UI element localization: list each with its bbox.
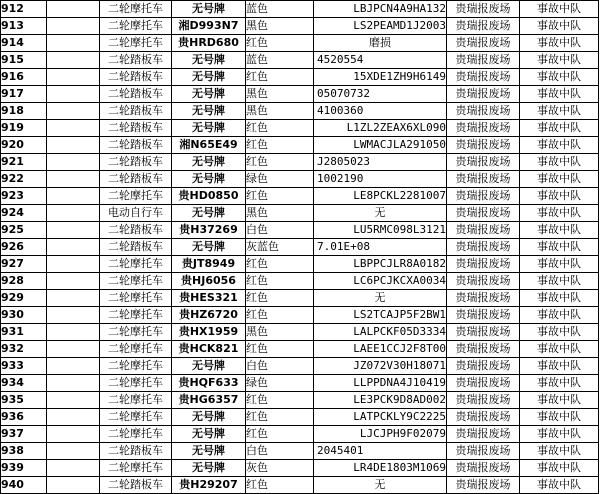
vehicle-color-cell: 黑色 [246, 103, 314, 120]
row-number-cell: 916 [1, 69, 47, 86]
table-row [1, 375, 599, 392]
team-cell: 事故中队 [520, 137, 599, 154]
table-row [1, 1, 599, 18]
vehicle-type-cell: 二轮踏板车 [100, 239, 172, 256]
team-cell: 事故中队 [520, 426, 599, 443]
storage-place-cell: 贵瑞报废场 [447, 273, 520, 290]
table-row [1, 290, 599, 307]
table-row [1, 35, 599, 52]
vehicle-color-cell: 灰色 [246, 460, 314, 477]
team-cell: 事故中队 [520, 239, 599, 256]
plate-number-cell: 无号牌 [172, 103, 246, 120]
row-number-cell: 932 [1, 341, 47, 358]
plate-number-cell: 贵HRD680 [172, 35, 246, 52]
vehicle-color-cell: 红色 [246, 120, 314, 137]
vin-cell: 无 [314, 205, 447, 222]
table-row [1, 154, 599, 171]
plate-number-cell: 贵HCK821 [172, 341, 246, 358]
vehicle-type-cell: 二轮踏板车 [100, 120, 172, 137]
blank-cell [47, 1, 100, 18]
storage-place-cell: 贵瑞报废场 [447, 477, 520, 494]
storage-place-cell: 贵瑞报废场 [447, 358, 520, 375]
blank-cell [47, 256, 100, 273]
storage-place-cell: 贵瑞报废场 [447, 426, 520, 443]
storage-place-cell: 贵瑞报废场 [447, 256, 520, 273]
vehicle-color-cell: 红色 [246, 154, 314, 171]
table-row [1, 205, 599, 222]
table-body [1, 1, 599, 494]
vin-cell: LJCJPH9F02079 [314, 426, 447, 443]
plate-number-cell: 湘D993N7 [172, 18, 246, 35]
vehicle-type-cell: 二轮踏板车 [100, 222, 172, 239]
row-number-cell: 937 [1, 426, 47, 443]
vehicle-color-cell: 绿色 [246, 171, 314, 188]
vehicle-color-cell: 红色 [246, 137, 314, 154]
plate-number-cell: 无号牌 [172, 52, 246, 69]
table-row [1, 426, 599, 443]
vin-cell: LU5RMC098L3121 [314, 222, 447, 239]
vehicle-color-cell: 红色 [246, 256, 314, 273]
vehicle-type-cell: 二轮摩托车 [100, 188, 172, 205]
team-cell: 事故中队 [520, 358, 599, 375]
row-number-cell: 934 [1, 375, 47, 392]
vin-cell: LE8PCKL2281007 [314, 188, 447, 205]
storage-place-cell: 贵瑞报废场 [447, 137, 520, 154]
vehicle-type-cell: 二轮摩托车 [100, 273, 172, 290]
table-row [1, 239, 599, 256]
row-number-cell: 922 [1, 171, 47, 188]
vin-cell: 4520554 [314, 52, 447, 69]
table-row [1, 341, 599, 358]
vehicle-color-cell: 灰蓝色 [246, 239, 314, 256]
vehicle-color-cell: 黑色 [246, 86, 314, 103]
vehicle-type-cell: 二轮摩托车 [100, 256, 172, 273]
storage-place-cell: 贵瑞报废场 [447, 341, 520, 358]
plate-number-cell: 无号牌 [172, 86, 246, 103]
plate-number-cell: 无号牌 [172, 171, 246, 188]
vehicle-color-cell: 红色 [246, 392, 314, 409]
plate-number-cell: 贵JT8949 [172, 256, 246, 273]
team-cell: 事故中队 [520, 35, 599, 52]
vin-cell: LS2PEAMD1J2003 [314, 18, 447, 35]
vehicle-color-cell: 黑色 [246, 18, 314, 35]
blank-cell [47, 35, 100, 52]
team-cell: 事故中队 [520, 52, 599, 69]
table-row [1, 86, 599, 103]
blank-cell [47, 52, 100, 69]
row-number-cell: 930 [1, 307, 47, 324]
table-row [1, 18, 599, 35]
vehicle-type-cell: 二轮踏板车 [100, 137, 172, 154]
plate-number-cell: 湘N65E49 [172, 137, 246, 154]
team-cell: 事故中队 [520, 460, 599, 477]
vehicle-type-cell: 二轮摩托车 [100, 358, 172, 375]
table-row [1, 273, 599, 290]
row-number-cell: 931 [1, 324, 47, 341]
blank-cell [47, 460, 100, 477]
row-number-cell: 925 [1, 222, 47, 239]
plate-number-cell: 贵H29207 [172, 477, 246, 494]
storage-place-cell: 贵瑞报废场 [447, 188, 520, 205]
team-cell: 事故中队 [520, 188, 599, 205]
table-row [1, 103, 599, 120]
vehicle-color-cell: 红色 [246, 69, 314, 86]
table-row [1, 307, 599, 324]
team-cell: 事故中队 [520, 154, 599, 171]
blank-cell [47, 18, 100, 35]
team-cell: 事故中队 [520, 205, 599, 222]
blank-cell [47, 103, 100, 120]
storage-place-cell: 贵瑞报废场 [447, 205, 520, 222]
vehicle-type-cell: 二轮摩托车 [100, 460, 172, 477]
row-number-cell: 936 [1, 409, 47, 426]
table-row [1, 188, 599, 205]
team-cell: 事故中队 [520, 120, 599, 137]
blank-cell [47, 154, 100, 171]
row-number-cell: 923 [1, 188, 47, 205]
table-row [1, 171, 599, 188]
vin-cell: LC6PCJKCXA0034 [314, 273, 447, 290]
vehicle-type-cell: 二轮摩托车 [100, 18, 172, 35]
table-row [1, 52, 599, 69]
team-cell: 事故中队 [520, 392, 599, 409]
vehicle-type-cell: 二轮摩托车 [100, 1, 172, 18]
vehicle-type-cell: 二轮摩托车 [100, 409, 172, 426]
vehicle-color-cell: 红色 [246, 273, 314, 290]
storage-place-cell: 贵瑞报废场 [447, 154, 520, 171]
table-row [1, 324, 599, 341]
team-cell: 事故中队 [520, 375, 599, 392]
vehicle-type-cell: 二轮踏板车 [100, 103, 172, 120]
team-cell: 事故中队 [520, 341, 599, 358]
row-number-cell: 921 [1, 154, 47, 171]
plate-number-cell: 无号牌 [172, 120, 246, 137]
plate-number-cell: 贵HD0850 [172, 188, 246, 205]
team-cell: 事故中队 [520, 290, 599, 307]
plate-number-cell: 无号牌 [172, 69, 246, 86]
vehicle-color-cell: 白色 [246, 443, 314, 460]
vin-cell: LE3PCK9D8AD002 [314, 392, 447, 409]
table-row [1, 443, 599, 460]
vehicle-type-cell: 电动自行车 [100, 205, 172, 222]
team-cell: 事故中队 [520, 477, 599, 494]
team-cell: 事故中队 [520, 256, 599, 273]
storage-place-cell: 贵瑞报废场 [447, 324, 520, 341]
vehicle-color-cell: 绿色 [246, 375, 314, 392]
vehicle-type-cell: 二轮摩托车 [100, 392, 172, 409]
row-number-cell: 940 [1, 477, 47, 494]
vin-cell: LBJPCN4A9HA132 [314, 1, 447, 18]
blank-cell [47, 375, 100, 392]
plate-number-cell: 无号牌 [172, 426, 246, 443]
row-number-cell: 927 [1, 256, 47, 273]
storage-place-cell: 贵瑞报废场 [447, 35, 520, 52]
vehicle-type-cell: 二轮踏板车 [100, 477, 172, 494]
storage-place-cell: 贵瑞报废场 [447, 239, 520, 256]
plate-number-cell: 贵HJ6056 [172, 273, 246, 290]
vehicle-type-cell: 二轮摩托车 [100, 426, 172, 443]
blank-cell [47, 443, 100, 460]
team-cell: 事故中队 [520, 324, 599, 341]
table-row [1, 409, 599, 426]
vin-cell: LBPPCJLR8A0182 [314, 256, 447, 273]
storage-place-cell: 贵瑞报废场 [447, 443, 520, 460]
table-row [1, 358, 599, 375]
vehicle-type-cell: 二轮踏板车 [100, 52, 172, 69]
vin-cell: L1ZL2ZEAX6XL090 [314, 120, 447, 137]
vehicle-type-cell: 二轮摩托车 [100, 341, 172, 358]
plate-number-cell: 贵HES321 [172, 290, 246, 307]
row-number-cell: 918 [1, 103, 47, 120]
team-cell: 事故中队 [520, 86, 599, 103]
blank-cell [47, 239, 100, 256]
plate-number-cell: 无号牌 [172, 1, 246, 18]
vehicle-color-cell: 红色 [246, 477, 314, 494]
blank-cell [47, 188, 100, 205]
blank-cell [47, 409, 100, 426]
vin-cell: 15XDE1ZH9H6149 [314, 69, 447, 86]
vehicle-color-cell: 蓝色 [246, 1, 314, 18]
vin-cell: 无 [314, 477, 447, 494]
storage-place-cell: 贵瑞报废场 [447, 290, 520, 307]
vin-cell: 7.01E+08 [314, 239, 447, 256]
vehicle-color-cell: 红色 [246, 426, 314, 443]
team-cell: 事故中队 [520, 273, 599, 290]
vin-cell: LALPCKF05D3334 [314, 324, 447, 341]
vehicle-type-cell: 二轮摩托车 [100, 307, 172, 324]
storage-place-cell: 贵瑞报废场 [447, 409, 520, 426]
vehicle-color-cell: 黑色 [246, 205, 314, 222]
row-number-cell: 938 [1, 443, 47, 460]
row-number-cell: 933 [1, 358, 47, 375]
team-cell: 事故中队 [520, 1, 599, 18]
plate-number-cell: 贵HG6357 [172, 392, 246, 409]
plate-number-cell: 无号牌 [172, 239, 246, 256]
vehicle-color-cell: 黑色 [246, 324, 314, 341]
vin-cell: LS2TCAJP5F2BW1 [314, 307, 447, 324]
vin-cell: 磨损 [314, 35, 447, 52]
vehicle-color-cell: 红色 [246, 188, 314, 205]
vehicle-color-cell: 红色 [246, 35, 314, 52]
storage-place-cell: 贵瑞报废场 [447, 69, 520, 86]
team-cell: 事故中队 [520, 171, 599, 188]
team-cell: 事故中队 [520, 69, 599, 86]
vin-cell: LLPPDNA4J10419 [314, 375, 447, 392]
storage-place-cell: 贵瑞报废场 [447, 171, 520, 188]
storage-place-cell: 贵瑞报废场 [447, 307, 520, 324]
table-row [1, 69, 599, 86]
row-number-cell: 912 [1, 1, 47, 18]
vehicle-color-cell: 红色 [246, 341, 314, 358]
storage-place-cell: 贵瑞报废场 [447, 52, 520, 69]
plate-number-cell: 贵HQF633 [172, 375, 246, 392]
vehicle-type-cell: 二轮踏板车 [100, 154, 172, 171]
blank-cell [47, 358, 100, 375]
plate-number-cell: 贵HZ6720 [172, 307, 246, 324]
vehicle-color-cell: 红色 [246, 290, 314, 307]
team-cell: 事故中队 [520, 222, 599, 239]
vin-cell: LATPCKLY9C2225 [314, 409, 447, 426]
row-number-cell: 928 [1, 273, 47, 290]
blank-cell [47, 426, 100, 443]
vehicle-color-cell: 蓝色 [246, 52, 314, 69]
blank-cell [47, 392, 100, 409]
storage-place-cell: 贵瑞报废场 [447, 103, 520, 120]
vin-cell: LWMACJLA291050 [314, 137, 447, 154]
vehicle-type-cell: 二轮摩托车 [100, 35, 172, 52]
vin-cell: LR4DE1803M1069 [314, 460, 447, 477]
vin-cell: 4100360 [314, 103, 447, 120]
blank-cell [47, 171, 100, 188]
blank-cell [47, 120, 100, 137]
blank-cell [47, 273, 100, 290]
vin-cell: J2805023 [314, 154, 447, 171]
plate-number-cell: 无号牌 [172, 205, 246, 222]
table-row [1, 392, 599, 409]
table-row [1, 137, 599, 154]
storage-place-cell: 贵瑞报废场 [447, 18, 520, 35]
plate-number-cell: 贵H37269 [172, 222, 246, 239]
table-row [1, 222, 599, 239]
blank-cell [47, 86, 100, 103]
team-cell: 事故中队 [520, 103, 599, 120]
storage-place-cell: 贵瑞报废场 [447, 222, 520, 239]
storage-place-cell: 贵瑞报废场 [447, 86, 520, 103]
vehicle-type-cell: 二轮踏板车 [100, 171, 172, 188]
table-row [1, 460, 599, 477]
table-row [1, 120, 599, 137]
vehicle-color-cell: 红色 [246, 409, 314, 426]
storage-place-cell: 贵瑞报废场 [447, 392, 520, 409]
vin-cell: JZ072V30H18071 [314, 358, 447, 375]
plate-number-cell: 无号牌 [172, 358, 246, 375]
vehicle-color-cell: 白色 [246, 358, 314, 375]
row-number-cell: 924 [1, 205, 47, 222]
storage-place-cell: 贵瑞报废场 [447, 120, 520, 137]
vehicle-type-cell: 二轮踏板车 [100, 69, 172, 86]
plate-number-cell: 无号牌 [172, 460, 246, 477]
table-row [1, 256, 599, 273]
row-number-cell: 929 [1, 290, 47, 307]
row-number-cell: 919 [1, 120, 47, 137]
blank-cell [47, 205, 100, 222]
row-number-cell: 926 [1, 239, 47, 256]
blank-cell [47, 341, 100, 358]
plate-number-cell: 贵HX1959 [172, 324, 246, 341]
blank-cell [47, 307, 100, 324]
vehicle-type-cell: 二轮摩托车 [100, 375, 172, 392]
vehicle-color-cell: 白色 [246, 222, 314, 239]
blank-cell [47, 69, 100, 86]
blank-cell [47, 324, 100, 341]
vehicle-type-cell: 二轮踏板车 [100, 86, 172, 103]
plate-number-cell: 无号牌 [172, 154, 246, 171]
blank-cell [47, 137, 100, 154]
vin-cell: LAEE1CCJ2F8T00 [314, 341, 447, 358]
row-number-cell: 914 [1, 35, 47, 52]
vehicle-color-cell: 红色 [246, 307, 314, 324]
vin-cell: 2045401 [314, 443, 447, 460]
vehicle-type-cell: 二轮踏板车 [100, 443, 172, 460]
vin-cell: 无 [314, 290, 447, 307]
team-cell: 事故中队 [520, 409, 599, 426]
row-number-cell: 913 [1, 18, 47, 35]
row-number-cell: 939 [1, 460, 47, 477]
plate-number-cell: 无号牌 [172, 409, 246, 426]
team-cell: 事故中队 [520, 18, 599, 35]
row-number-cell: 915 [1, 52, 47, 69]
vehicle-type-cell: 二轮摩托车 [100, 290, 172, 307]
vehicle-type-cell: 二轮摩托车 [100, 324, 172, 341]
row-number-cell: 935 [1, 392, 47, 409]
storage-place-cell: 贵瑞报废场 [447, 375, 520, 392]
vin-cell: 1002190 [314, 171, 447, 188]
row-number-cell: 917 [1, 86, 47, 103]
storage-place-cell: 贵瑞报废场 [447, 1, 520, 18]
storage-place-cell: 贵瑞报废场 [447, 460, 520, 477]
vin-cell: 05070732 [314, 86, 447, 103]
row-number-cell: 920 [1, 137, 47, 154]
plate-number-cell: 无号牌 [172, 443, 246, 460]
team-cell: 事故中队 [520, 307, 599, 324]
team-cell: 事故中队 [520, 443, 599, 460]
blank-cell [47, 222, 100, 239]
blank-cell [47, 290, 100, 307]
